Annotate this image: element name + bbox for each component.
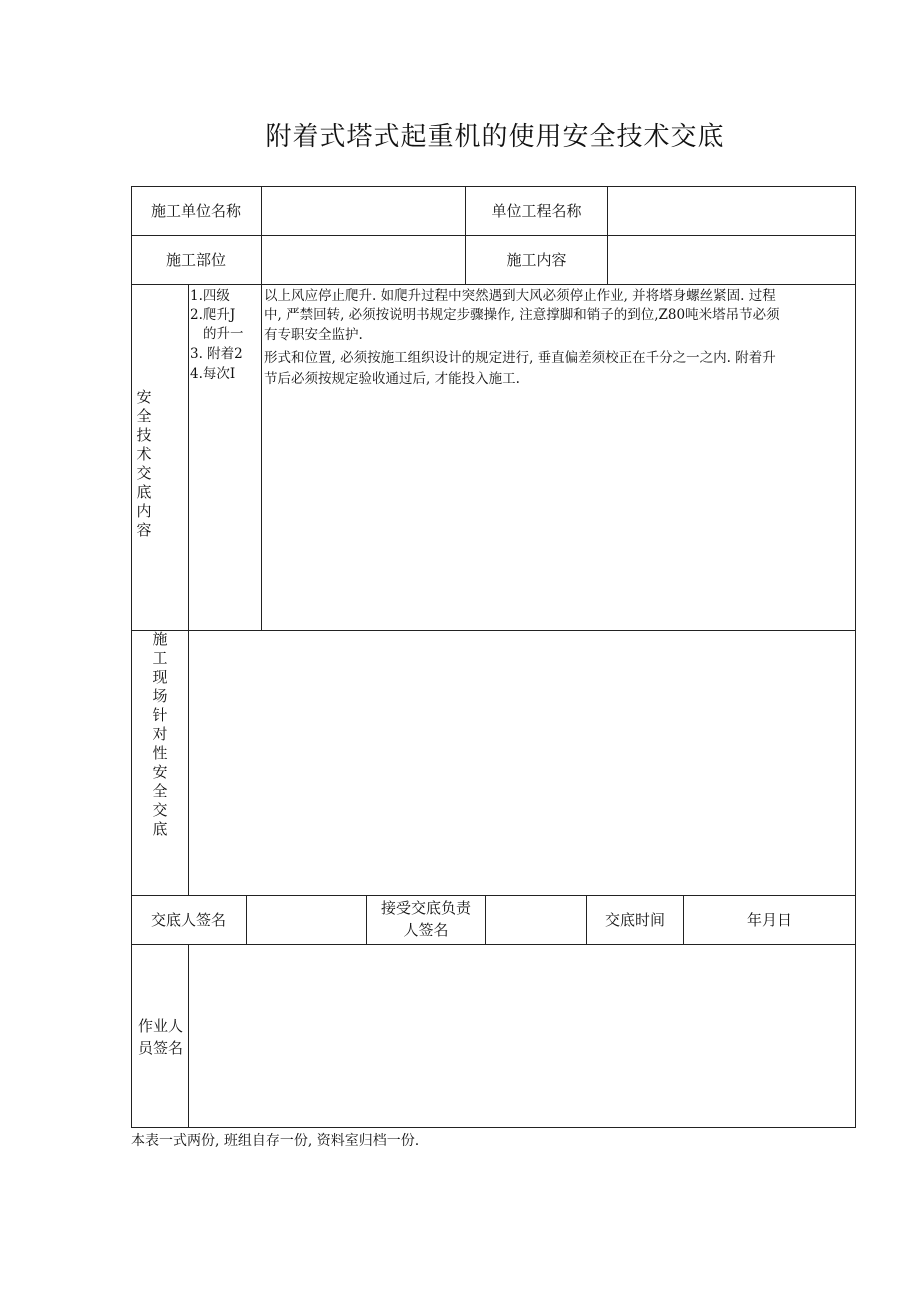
workers-label-line-1: 作业人 [137,1017,183,1035]
content-field[interactable] [608,235,855,284]
receiver-label-line-2: 人签名 [403,921,449,939]
safety-item-1: 1.四级 [190,288,230,304]
receiver-signature-field[interactable] [486,896,586,944]
safety-item-5: 4.每次I [190,366,236,382]
time-label: 交底时间 [604,911,665,929]
project-name-field[interactable] [608,186,855,235]
page-title: 附着式塔式起重机的使用安全技术交底 [265,122,725,152]
workers-signature-field[interactable] [190,947,854,1125]
time-field[interactable]: 年月日 [746,911,792,929]
safety-item-3: 的升一 [203,326,244,342]
site-field[interactable] [190,633,854,893]
project-name-label: 单位工程名称 [491,202,582,220]
safety-label: 安全技术交底内容 [136,388,152,539]
content-label: 施工内容 [506,251,567,269]
safety-line-3: 有专职安全监护. [264,327,363,343]
discloser-signature-field[interactable] [247,896,366,944]
safety-line-2: 中, 严禁回转, 必须按说明书规定步骤操作, 注意撑脚和销子的到位,Z80吨米塔吊节必须 [264,307,780,323]
receiver-label [367,897,485,941]
location-label: 施工部位 [165,251,226,269]
unit-name-field[interactable] [262,186,465,235]
discloser-label: 交底人签名 [150,911,226,929]
workers-label [133,1015,188,1059]
site-label: 施工现场针对性安全交底 [152,630,168,838]
footer-note: 本表一式两份, 班组自存一份, 资料室归档一份. [131,1133,420,1149]
safety-line-4: 形式和位置, 必须按施工组织设计的规定进行, 垂直偏差须校正在千分之一之内. 附着升 [264,350,776,366]
safety-item-2: 2.爬升J [190,307,236,323]
workers-label-line-2: 员签名 [137,1039,183,1057]
unit-name-label: 施工单位名称 [150,202,241,220]
receiver-label-line-1: 接受交底负责 [380,899,471,917]
safety-line-5: 节后必须按规定验收通过后, 才能投入施工. [264,371,520,387]
location-field[interactable] [262,235,465,284]
safety-line-1: 以上风应停止爬升. 如爬升过程中突然遇到大风必须停止作业, 并将塔身螺丝紧固. 过程 [264,288,776,304]
safety-item-4: 3. 附着2 [190,346,243,362]
